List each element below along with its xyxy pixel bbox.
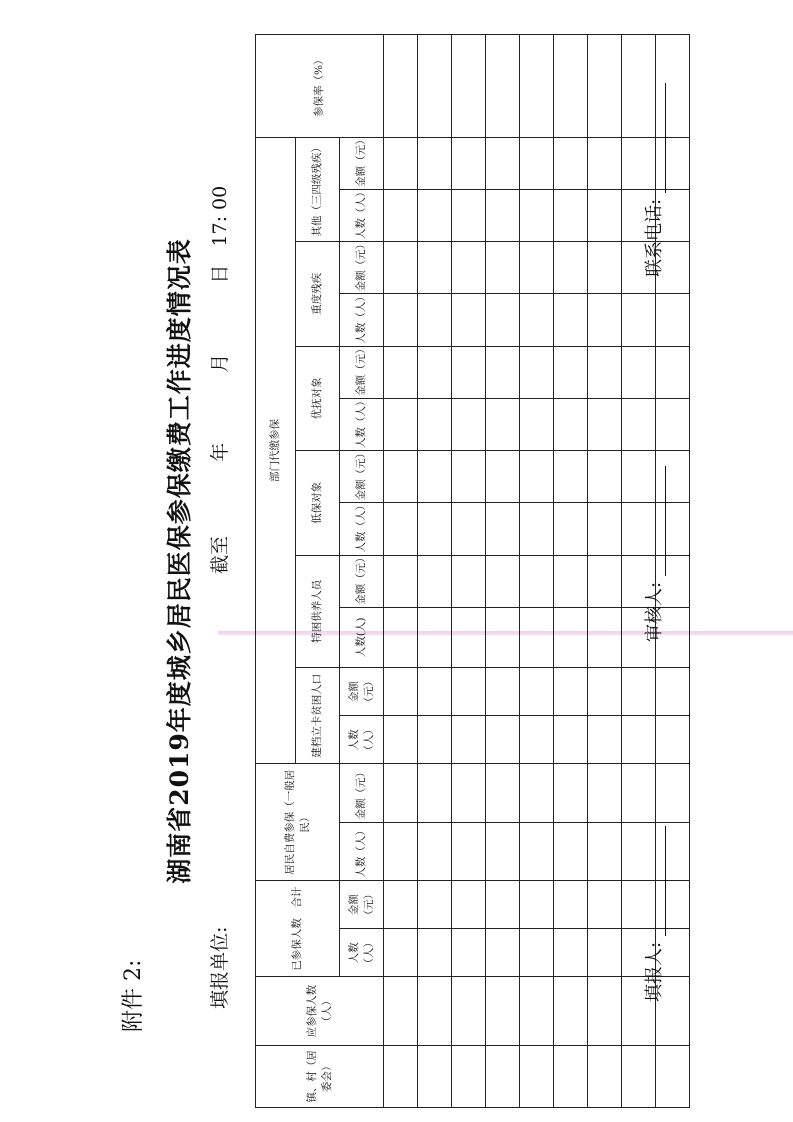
date-prefix: 截至 — [209, 535, 231, 574]
table-cell[interactable] — [418, 35, 452, 138]
header-rate: 参保率（%） — [256, 35, 384, 138]
table-cell[interactable] — [418, 451, 452, 503]
table-cell[interactable] — [588, 716, 622, 764]
table-cell[interactable] — [554, 346, 588, 398]
table-cell[interactable] — [384, 503, 418, 555]
table-cell[interactable] — [554, 1045, 588, 1107]
table-cell[interactable] — [384, 977, 418, 1045]
table-cell[interactable] — [384, 35, 418, 138]
table-cell[interactable] — [486, 668, 520, 716]
filler-line — [651, 826, 666, 936]
table-cell[interactable] — [520, 294, 554, 346]
table-cell[interactable] — [622, 1045, 656, 1107]
table-cell[interactable] — [520, 1045, 554, 1107]
header-special: 特困供养人员 — [296, 555, 340, 668]
table-cell[interactable] — [418, 294, 452, 346]
table-cell[interactable] — [588, 294, 622, 346]
table-cell[interactable] — [452, 503, 486, 555]
table-cell[interactable] — [520, 668, 554, 716]
table-cell[interactable] — [418, 977, 452, 1045]
table-cell[interactable] — [452, 716, 486, 764]
table-cell[interactable] — [418, 555, 452, 607]
table-cell[interactable] — [384, 716, 418, 764]
table-cell[interactable] — [520, 822, 554, 880]
table-cell[interactable] — [520, 398, 554, 450]
table-row — [554, 35, 588, 1108]
header-people: 人数（人） — [340, 822, 384, 880]
table-cell[interactable] — [520, 607, 554, 667]
table-cell[interactable] — [452, 929, 486, 977]
header-amount: 金额（元） — [340, 451, 384, 503]
table-cell[interactable] — [384, 346, 418, 398]
phone-line — [651, 83, 666, 193]
table-cell[interactable] — [656, 398, 690, 450]
header-amount: 金额（元） — [340, 346, 384, 398]
table-cell[interactable] — [554, 137, 588, 189]
table-cell[interactable] — [520, 977, 554, 1045]
table-cell[interactable] — [588, 137, 622, 189]
table-cell[interactable] — [486, 977, 520, 1045]
table-cell[interactable] — [554, 880, 588, 928]
table-cell[interactable] — [520, 503, 554, 555]
table-cell[interactable] — [588, 929, 622, 977]
table-cell[interactable] — [418, 716, 452, 764]
table-cell[interactable] — [384, 242, 418, 294]
table-cell[interactable] — [486, 35, 520, 138]
table-cell[interactable] — [384, 822, 418, 880]
table-cell[interactable] — [554, 822, 588, 880]
page-title: 湖南省2019年度城乡居民医保参保缴费工作进度情况表 — [165, 238, 194, 884]
header-dibao: 低保对象 — [296, 451, 340, 555]
reviewer-field — [640, 466, 666, 642]
table-row — [452, 35, 486, 1108]
table-cell[interactable] — [418, 242, 452, 294]
header-amount: 金额（元） — [340, 137, 384, 189]
header-poverty: 建档立卡贫困人口 — [296, 668, 340, 764]
progress-table — [255, 34, 690, 1108]
table-cell[interactable] — [418, 764, 452, 822]
table-cell[interactable] — [656, 668, 690, 716]
table-cell[interactable] — [418, 503, 452, 555]
table-cell[interactable] — [554, 929, 588, 977]
table-cell[interactable] — [554, 764, 588, 822]
table-cell[interactable] — [656, 716, 690, 764]
table-row — [384, 35, 418, 1108]
header-should-insure: 应参保人数（人） — [256, 977, 384, 1045]
table-cell[interactable] — [486, 451, 520, 503]
table-cell[interactable] — [520, 555, 554, 607]
header-self-pay: 居民自费参保（一般居民） — [256, 764, 340, 881]
table-cell[interactable] — [520, 929, 554, 977]
table-row — [520, 35, 554, 1108]
table-cell[interactable] — [520, 137, 554, 189]
header-people: 人数（人） — [340, 189, 384, 241]
table-cell[interactable] — [554, 716, 588, 764]
table-cell[interactable] — [554, 977, 588, 1045]
header-amount: 金额（元） — [340, 242, 384, 294]
table-cell[interactable] — [520, 346, 554, 398]
table-cell[interactable] — [486, 137, 520, 189]
table-cell[interactable] — [588, 764, 622, 822]
table-cell[interactable] — [588, 555, 622, 607]
header-people: 人数（人） — [340, 716, 384, 764]
report-unit-label: 填报单位: — [209, 926, 231, 1009]
table-cell[interactable] — [486, 346, 520, 398]
date-day-label: 日 — [209, 264, 231, 284]
table-cell[interactable] — [452, 764, 486, 822]
table-cell[interactable] — [384, 555, 418, 607]
header-people: 人数（人） — [340, 929, 384, 977]
table-cell[interactable] — [418, 880, 452, 928]
table-cell[interactable] — [384, 668, 418, 716]
table-cell[interactable] — [384, 1045, 418, 1107]
table-cell[interactable] — [418, 398, 452, 450]
table-cell[interactable] — [384, 294, 418, 346]
table-cell[interactable] — [520, 880, 554, 928]
table-cell[interactable] — [418, 668, 452, 716]
table-row — [418, 35, 452, 1108]
table-cell[interactable] — [622, 398, 656, 450]
table-cell[interactable] — [452, 822, 486, 880]
table-cell[interactable] — [588, 668, 622, 716]
table-cell[interactable] — [384, 764, 418, 822]
header-youfu: 优抚对象 — [296, 346, 340, 450]
table-cell[interactable] — [486, 822, 520, 880]
table-cell[interactable] — [418, 346, 452, 398]
table-cell[interactable] — [656, 294, 690, 346]
table-cell[interactable] — [452, 668, 486, 716]
header-people: 人数（人） — [340, 503, 384, 555]
table-row — [486, 35, 520, 1108]
table-cell[interactable] — [452, 346, 486, 398]
table-cell[interactable] — [452, 242, 486, 294]
table-cell[interactable] — [384, 137, 418, 189]
table-cell[interactable] — [622, 346, 656, 398]
date-time: 17: 00 — [209, 185, 231, 247]
table-cell[interactable] — [622, 764, 656, 822]
table-cell[interactable] — [554, 242, 588, 294]
table-cell[interactable] — [452, 555, 486, 607]
date-year-label: 年 — [209, 442, 231, 462]
table-cell[interactable] — [486, 929, 520, 977]
header-disabled: 重度残疾 — [296, 242, 340, 346]
table-cell[interactable] — [486, 294, 520, 346]
table-cell[interactable] — [554, 398, 588, 450]
table-cell[interactable] — [486, 555, 520, 607]
table-cell[interactable] — [554, 189, 588, 241]
table-cell[interactable] — [588, 822, 622, 880]
table-cell[interactable] — [554, 451, 588, 503]
table-cell[interactable] — [452, 451, 486, 503]
table-cell[interactable] — [656, 1045, 690, 1107]
table-cell[interactable] — [384, 189, 418, 241]
table-cell[interactable] — [452, 189, 486, 241]
table-cell[interactable] — [384, 451, 418, 503]
filler-label: 填报人: — [644, 941, 665, 1002]
table-cell[interactable] — [452, 398, 486, 450]
header-people: 人数（人） — [340, 398, 384, 450]
table-cell[interactable] — [452, 35, 486, 138]
table-cell[interactable] — [520, 242, 554, 294]
table-cell[interactable] — [554, 607, 588, 667]
table-cell[interactable] — [656, 764, 690, 822]
table-cell[interactable] — [452, 880, 486, 928]
table-cell[interactable] — [486, 764, 520, 822]
attachment-label: 附件 2: — [121, 959, 146, 1032]
table-cell[interactable] — [520, 35, 554, 138]
table-cell[interactable] — [622, 716, 656, 764]
header-amount: 金额（元） — [340, 668, 384, 716]
header-insured-total: 已参保人数 合计 — [256, 880, 340, 976]
header-other: 其他（三四级残疾） — [296, 137, 340, 242]
table-cell[interactable] — [554, 503, 588, 555]
table-cell[interactable] — [384, 607, 418, 667]
table-cell[interactable] — [486, 189, 520, 241]
reviewer-line — [651, 466, 666, 576]
header-amount: 金额（元） — [340, 880, 384, 928]
header-people: 人数(人) — [340, 607, 384, 667]
table-cell[interactable] — [486, 716, 520, 764]
table-cell[interactable] — [418, 137, 452, 189]
table-cell[interactable] — [588, 189, 622, 241]
header-amount: 金额（元） — [340, 555, 384, 607]
table-cell[interactable] — [656, 346, 690, 398]
table-cell[interactable] — [588, 346, 622, 398]
table-cell[interactable] — [384, 929, 418, 977]
table-cell[interactable] — [418, 1045, 452, 1107]
header-town: 镇、村（居委会） — [256, 1045, 384, 1107]
table-cell[interactable] — [554, 35, 588, 138]
table-cell[interactable] — [588, 607, 622, 667]
table-cell[interactable] — [418, 929, 452, 977]
header-dept-pay: 部门代缴参保 — [256, 137, 296, 764]
table-cell[interactable] — [588, 451, 622, 503]
table-cell[interactable] — [622, 294, 656, 346]
reviewer-label: 审核人: — [644, 581, 665, 642]
table-cell[interactable] — [520, 189, 554, 241]
table-cell[interactable] — [554, 555, 588, 607]
table-cell[interactable] — [418, 822, 452, 880]
table-cell[interactable] — [622, 668, 656, 716]
table-cell[interactable] — [452, 137, 486, 189]
date-month-label: 月 — [209, 353, 231, 373]
table-cell[interactable] — [418, 607, 452, 667]
table-cell[interactable] — [588, 977, 622, 1045]
table-cell[interactable] — [486, 398, 520, 450]
table-cell[interactable] — [520, 764, 554, 822]
table-cell[interactable] — [554, 294, 588, 346]
table-cell[interactable] — [554, 668, 588, 716]
table-cell[interactable] — [384, 398, 418, 450]
table-cell[interactable] — [520, 716, 554, 764]
table-cell[interactable] — [452, 294, 486, 346]
table-cell[interactable] — [452, 1045, 486, 1107]
table-cell[interactable] — [588, 35, 622, 138]
table-cell[interactable] — [486, 1045, 520, 1107]
date-line — [205, 186, 232, 574]
table-cell[interactable] — [486, 880, 520, 928]
table-cell[interactable] — [588, 880, 622, 928]
table-row — [588, 35, 622, 1108]
table-cell[interactable] — [588, 503, 622, 555]
table-cell[interactable] — [452, 977, 486, 1045]
header-amount: 金额（元） — [340, 764, 384, 822]
table-cell[interactable] — [384, 880, 418, 928]
phone-field — [640, 83, 666, 277]
table-cell[interactable] — [486, 607, 520, 667]
table-cell[interactable] — [588, 398, 622, 450]
phone-label: 联系电话: — [644, 198, 665, 277]
table-cell[interactable] — [418, 189, 452, 241]
table-cell[interactable] — [486, 503, 520, 555]
table-cell[interactable] — [588, 1045, 622, 1107]
table-cell[interactable] — [452, 607, 486, 667]
header-people: 人数（人） — [340, 294, 384, 346]
filler-field — [640, 826, 666, 1002]
table-cell[interactable] — [520, 451, 554, 503]
table-cell[interactable] — [486, 242, 520, 294]
table-cell[interactable] — [588, 242, 622, 294]
